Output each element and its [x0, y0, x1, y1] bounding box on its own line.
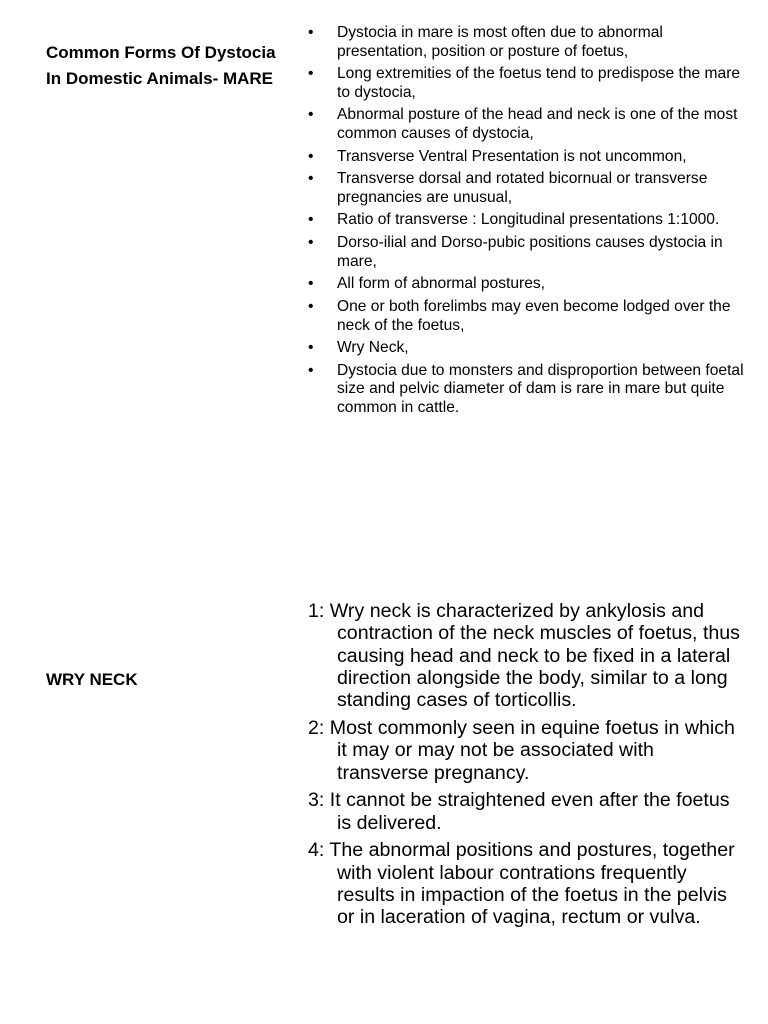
bullet-icon: • [308, 275, 314, 293]
list-item-text: Abnormal posture of the head and neck is one of the most common causes of dystocia, [337, 106, 738, 142]
bullet-icon: • [308, 234, 314, 252]
slide-title: WRY NECK [46, 670, 138, 689]
slide-title: Common Forms Of Dystocia In Domestic Animals- MARE [46, 43, 276, 88]
list-item-text: Long extremities of the foetus tend to predispose the mare to dystocia, [337, 65, 741, 101]
list-item-text: All form of abnormal postures, [337, 275, 546, 293]
bullet-icon: • [308, 211, 314, 229]
list-item: 3: It cannot be straightened even after the foetus is delivered. [308, 789, 730, 834]
bullet-icon: • [308, 65, 314, 83]
bullet-list [308, 24, 748, 422]
numbered-list [308, 600, 748, 934]
list-item [308, 234, 748, 271]
bullet-icon: • [308, 298, 314, 315]
list-item [308, 362, 748, 418]
bullet-icon: • [308, 361, 314, 379]
bullet-icon: • [308, 147, 314, 165]
list-item [308, 24, 748, 61]
list-item: 2: Most commonly seen in equine foetus in which it may or may not be associated with transverse pregnancy. [308, 716, 735, 784]
bullet-icon: • [308, 339, 314, 357]
list-item [308, 211, 748, 230]
slide-wry-neck [0, 512, 768, 1024]
list-item-text: Wry Neck, [337, 339, 409, 357]
list-item-text: One or both forelimbs may even become lodged over the neck of the foetus, [337, 298, 731, 334]
list-item [308, 65, 748, 102]
bullet-icon: • [308, 170, 314, 188]
list-item-text: Transverse Ventral Presentation is not uncommon, [337, 147, 687, 165]
list-item [308, 275, 748, 294]
list-item: 4: The abnormal positions and postures, together with violent labour contrations frequently results in impaction of the foetus in the pelvis or in laceration of vagina, rectum or vulva. [308, 839, 735, 929]
list-item-text: Transverse dorsal and rotated bicornual or transverse pregnancies are unusual, [337, 170, 708, 206]
list-item-text: Ratio of transverse : Longitudinal presentations 1:1000. [337, 211, 720, 229]
list-item-text: Dystocia in mare is most often due to abnormal presentation, position or posture of foetus, [337, 24, 663, 60]
list-item [308, 106, 748, 143]
list-item-text: Dorso-ilial and Dorso-pubic positions causes dystocia in mare, [337, 234, 723, 270]
list-item [308, 298, 748, 335]
list-item [308, 148, 748, 167]
list-item [308, 170, 748, 207]
list-item-text: Dystocia due to monsters and disproportion between foetal size and pelvic diameter of dam is rare in mare but quite common in cattle. [337, 361, 744, 416]
list-item [308, 339, 748, 358]
bullet-icon: • [308, 24, 314, 41]
bullet-icon: • [308, 106, 314, 124]
list-item: 1: Wry neck is characterized by ankylosis and contraction of the neck muscles of foetus, thus causing head and neck to be fixed in a lateral direction alongside the body, similar to a long standing cases of torticollis. [308, 600, 740, 712]
